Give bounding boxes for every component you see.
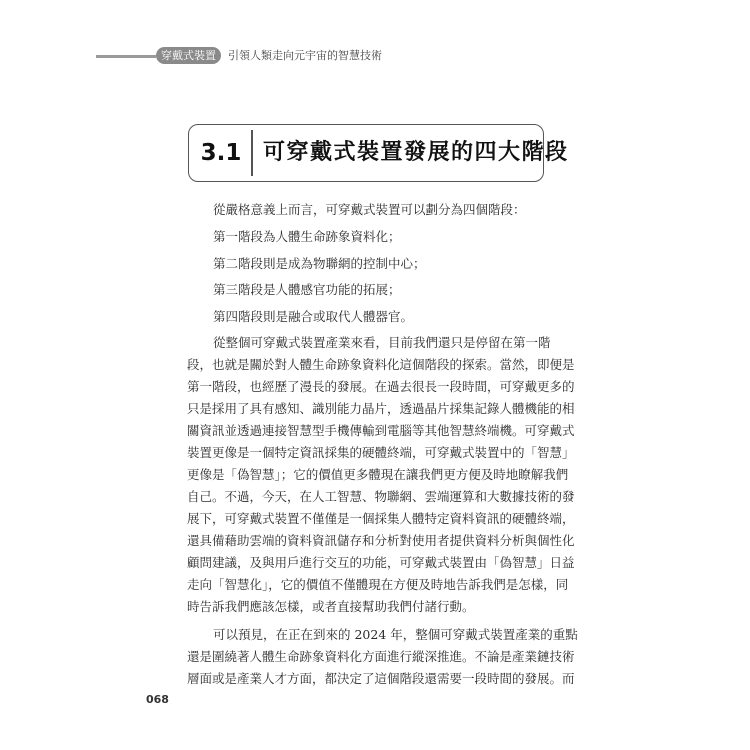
paragraph-line: 段，也就是關於對人體生命跡象資料化這個階段的探索。當然，即便是 <box>187 357 575 372</box>
stage-item: 第一階段為人體生命跡象資料化； <box>213 229 401 244</box>
paragraph-line: 走向「智慧化」，它的價值不僅體現在方便及時地告訴我們是怎樣，同 <box>187 577 569 592</box>
paragraph-line: 從整個可穿戴式裝置產業來看，目前我們還只是停留在第一階 <box>213 335 551 350</box>
header-rule <box>96 55 156 58</box>
intro-text: 從嚴格意義上而言，可穿戴式裝置可以劃分為四個階段： <box>213 202 526 217</box>
paragraph-line: 自己。不過，今天，在人工智慧、物聯網、雲端運算和大數據技術的發 <box>187 489 575 504</box>
stage-item: 第四階段則是融合或取代人體器官。 <box>213 309 414 324</box>
paragraph-line: 關資訊並透過連接智慧型手機傳輸到電腦等其他智慧終端機。可穿戴式 <box>187 423 575 438</box>
paragraph-line: 第一階段，也經歷了漫長的發展。在過去很長一段時間，可穿戴更多的 <box>187 379 575 394</box>
chapter-tab: 穿戴式裝置 <box>156 47 221 64</box>
book-subtitle: 引領人類走向元宇宙的智慧技術 <box>228 49 382 62</box>
stage-item: 第二階段則是成為物聯網的控制中心； <box>213 256 426 271</box>
paragraph-line: 可以預見，在正在到來的 2024 年，整個可穿戴式裝置產業的重點 <box>213 627 578 642</box>
paragraph-line: 還是圍繞著人體生命跡象資料化方面進行縱深推進。不論是產業鏈技術 <box>187 649 575 664</box>
section-number: 3.1 <box>200 140 242 166</box>
paragraph-line: 展下，可穿戴式裝置不僅僅是一個採集人體特定資料資訊的硬體終端， <box>187 511 575 526</box>
paragraph-line: 裝置更像是一個特定資訊採集的硬體終端，可穿戴式裝置中的「智慧」 <box>187 445 575 460</box>
paragraph-line: 更像是「偽智慧」；它的價值更多體現在讓我們更方便及時地瞭解我們 <box>187 467 569 482</box>
paragraph-line: 顧問建議，及與用戶進行交互的功能，可穿戴式裝置由「偽智慧」日益 <box>187 555 575 570</box>
paragraph-line: 還具備藉助雲端的資料資訊儲存和分析對使用者提供資料分析與個性化 <box>187 533 575 548</box>
stage-item: 第三階段是人體感官功能的拓展； <box>213 282 401 297</box>
paragraph-line: 層面或是產業人才方面，都決定了這個階段還需要一段時間的發展。而 <box>187 671 575 686</box>
paragraph-line: 時告訴我們應該怎樣，或者直接幫助我們付諸行動。 <box>187 599 475 614</box>
section-heading-divider <box>251 130 253 176</box>
section-title: 可穿戴式裝置發展的四大階段 <box>263 140 569 165</box>
paragraph-line: 只是採用了具有感知、識別能力晶片，透過晶片採集記錄人體機能的相 <box>187 401 575 416</box>
page-number: 068 <box>146 693 169 706</box>
